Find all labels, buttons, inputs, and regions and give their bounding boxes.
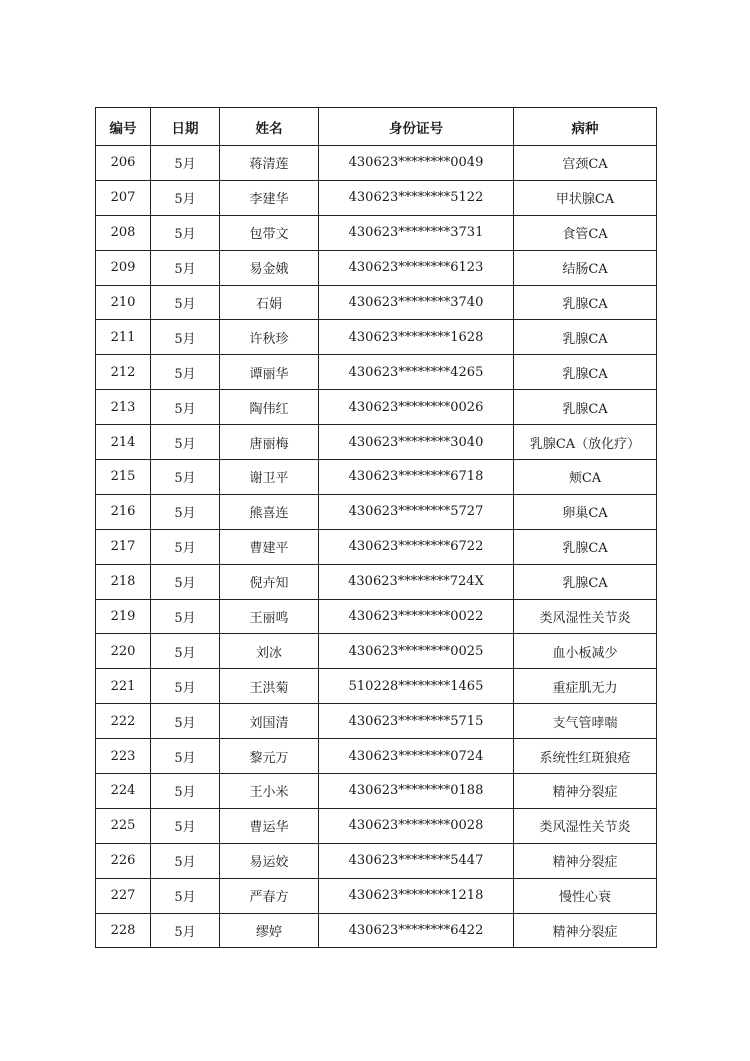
table-row (96, 878, 657, 913)
cell-number: 217 (96, 529, 151, 564)
cell-date: 5月 (151, 774, 220, 809)
cell-number: 216 (96, 494, 151, 529)
cell-name: 熊喜连 (220, 494, 319, 529)
table-row (96, 425, 657, 460)
cell-id-number: 430623********5727 (319, 494, 514, 529)
cell-disease: 乳腺CA (514, 320, 657, 355)
cell-name: 包带文 (220, 215, 319, 250)
cell-id-number: 430623********5122 (319, 180, 514, 215)
cell-date: 5月 (151, 704, 220, 739)
cell-disease: 乳腺CA（放化疗） (514, 425, 657, 460)
cell-date: 5月 (151, 529, 220, 564)
table-row (96, 704, 657, 739)
cell-date: 5月 (151, 460, 220, 495)
cell-name: 易运姣 (220, 843, 319, 878)
cell-disease: 食管CA (514, 215, 657, 250)
cell-disease: 精神分裂症 (514, 774, 657, 809)
table-row (96, 843, 657, 878)
cell-date: 5月 (151, 739, 220, 774)
cell-date: 5月 (151, 634, 220, 669)
cell-disease: 慢性心衰 (514, 878, 657, 913)
cell-id-number: 430623********0188 (319, 774, 514, 809)
cell-date: 5月 (151, 285, 220, 320)
cell-name: 唐丽梅 (220, 425, 319, 460)
cell-id-number: 430623********0025 (319, 634, 514, 669)
table-row (96, 320, 657, 355)
cell-date: 5月 (151, 390, 220, 425)
cell-number: 210 (96, 285, 151, 320)
patient-table (95, 107, 657, 948)
cell-disease: 血小板减少 (514, 634, 657, 669)
cell-date: 5月 (151, 146, 220, 181)
cell-name: 黎元万 (220, 739, 319, 774)
cell-disease: 乳腺CA (514, 390, 657, 425)
cell-number: 222 (96, 704, 151, 739)
cell-number: 215 (96, 460, 151, 495)
cell-name: 蒋清莲 (220, 146, 319, 181)
table-row (96, 669, 657, 704)
cell-date: 5月 (151, 808, 220, 843)
cell-id-number: 430623********0028 (319, 808, 514, 843)
header-disease: 病种 (514, 108, 657, 146)
cell-id-number: 430623********0022 (319, 599, 514, 634)
cell-disease: 乳腺CA (514, 529, 657, 564)
cell-date: 5月 (151, 215, 220, 250)
cell-number: 219 (96, 599, 151, 634)
cell-id-number: 430623********6718 (319, 460, 514, 495)
cell-id-number: 430623********0026 (319, 390, 514, 425)
cell-name: 王丽鸣 (220, 599, 319, 634)
cell-name: 谭丽华 (220, 355, 319, 390)
cell-id-number: 430623********3731 (319, 215, 514, 250)
cell-name: 刘冰 (220, 634, 319, 669)
cell-id-number: 430623********3040 (319, 425, 514, 460)
cell-date: 5月 (151, 320, 220, 355)
cell-number: 228 (96, 913, 151, 948)
cell-date: 5月 (151, 669, 220, 704)
table-row (96, 285, 657, 320)
cell-disease: 乳腺CA (514, 355, 657, 390)
cell-number: 206 (96, 146, 151, 181)
cell-name: 谢卫平 (220, 460, 319, 495)
cell-name: 陶伟红 (220, 390, 319, 425)
table-row (96, 355, 657, 390)
cell-id-number: 430623********0049 (319, 146, 514, 181)
table-row (96, 146, 657, 181)
table-row (96, 599, 657, 634)
cell-disease: 卵巢CA (514, 494, 657, 529)
cell-name: 石娟 (220, 285, 319, 320)
cell-disease: 支气管哮喘 (514, 704, 657, 739)
cell-date: 5月 (151, 599, 220, 634)
cell-id-number: 430623********1218 (319, 878, 514, 913)
cell-date: 5月 (151, 425, 220, 460)
cell-name: 曹建平 (220, 529, 319, 564)
cell-disease: 乳腺CA (514, 564, 657, 599)
cell-id-number: 430623********0724 (319, 739, 514, 774)
cell-disease: 精神分裂症 (514, 913, 657, 948)
cell-number: 224 (96, 774, 151, 809)
table-row (96, 564, 657, 599)
cell-name: 李建华 (220, 180, 319, 215)
cell-date: 5月 (151, 355, 220, 390)
cell-disease: 类风湿性关节炎 (514, 808, 657, 843)
cell-disease: 结肠CA (514, 250, 657, 285)
cell-id-number: 430623********3740 (319, 285, 514, 320)
cell-number: 218 (96, 564, 151, 599)
cell-name: 曹运华 (220, 808, 319, 843)
cell-date: 5月 (151, 564, 220, 599)
cell-id-number: 430623********1628 (319, 320, 514, 355)
cell-id-number: 430623********5447 (319, 843, 514, 878)
cell-disease: 精神分裂症 (514, 843, 657, 878)
cell-number: 214 (96, 425, 151, 460)
cell-disease: 乳腺CA (514, 285, 657, 320)
cell-number: 207 (96, 180, 151, 215)
cell-name: 王洪菊 (220, 669, 319, 704)
table-row (96, 808, 657, 843)
cell-date: 5月 (151, 494, 220, 529)
table-row (96, 739, 657, 774)
header-date: 日期 (151, 108, 220, 146)
cell-disease: 类风湿性关节炎 (514, 599, 657, 634)
cell-id-number: 430623********6722 (319, 529, 514, 564)
cell-name: 缪婷 (220, 913, 319, 948)
cell-disease: 颊CA (514, 460, 657, 495)
cell-date: 5月 (151, 843, 220, 878)
cell-number: 211 (96, 320, 151, 355)
table-header (96, 108, 657, 146)
cell-number: 223 (96, 739, 151, 774)
table-row (96, 529, 657, 564)
cell-disease: 系统性红斑狼疮 (514, 739, 657, 774)
cell-date: 5月 (151, 913, 220, 948)
cell-number: 220 (96, 634, 151, 669)
cell-name: 严春方 (220, 878, 319, 913)
cell-id-number: 430623********724X (319, 564, 514, 599)
cell-name: 刘国清 (220, 704, 319, 739)
cell-number: 227 (96, 878, 151, 913)
cell-date: 5月 (151, 180, 220, 215)
table-body (96, 146, 657, 948)
cell-disease: 宫颈CA (514, 146, 657, 181)
cell-id-number: 430623********5715 (319, 704, 514, 739)
cell-id-number: 510228********1465 (319, 669, 514, 704)
header-row (96, 108, 657, 146)
cell-number: 226 (96, 843, 151, 878)
cell-number: 209 (96, 250, 151, 285)
cell-number: 221 (96, 669, 151, 704)
table-row (96, 913, 657, 948)
cell-number: 208 (96, 215, 151, 250)
cell-number: 212 (96, 355, 151, 390)
cell-name: 王小米 (220, 774, 319, 809)
cell-date: 5月 (151, 878, 220, 913)
cell-date: 5月 (151, 250, 220, 285)
cell-number: 213 (96, 390, 151, 425)
table-row (96, 180, 657, 215)
table-row (96, 774, 657, 809)
cell-disease: 重症肌无力 (514, 669, 657, 704)
header-number: 编号 (96, 108, 151, 146)
cell-name: 许秋珍 (220, 320, 319, 355)
cell-disease: 甲状腺CA (514, 180, 657, 215)
table-row (96, 460, 657, 495)
cell-id-number: 430623********4265 (319, 355, 514, 390)
table-row (96, 634, 657, 669)
table-row (96, 250, 657, 285)
header-id-number: 身份证号 (319, 108, 514, 146)
table-row (96, 390, 657, 425)
table-row (96, 215, 657, 250)
cell-id-number: 430623********6422 (319, 913, 514, 948)
cell-name: 易金娥 (220, 250, 319, 285)
cell-id-number: 430623********6123 (319, 250, 514, 285)
table-row (96, 494, 657, 529)
header-name: 姓名 (220, 108, 319, 146)
cell-name: 倪卉知 (220, 564, 319, 599)
cell-number: 225 (96, 808, 151, 843)
